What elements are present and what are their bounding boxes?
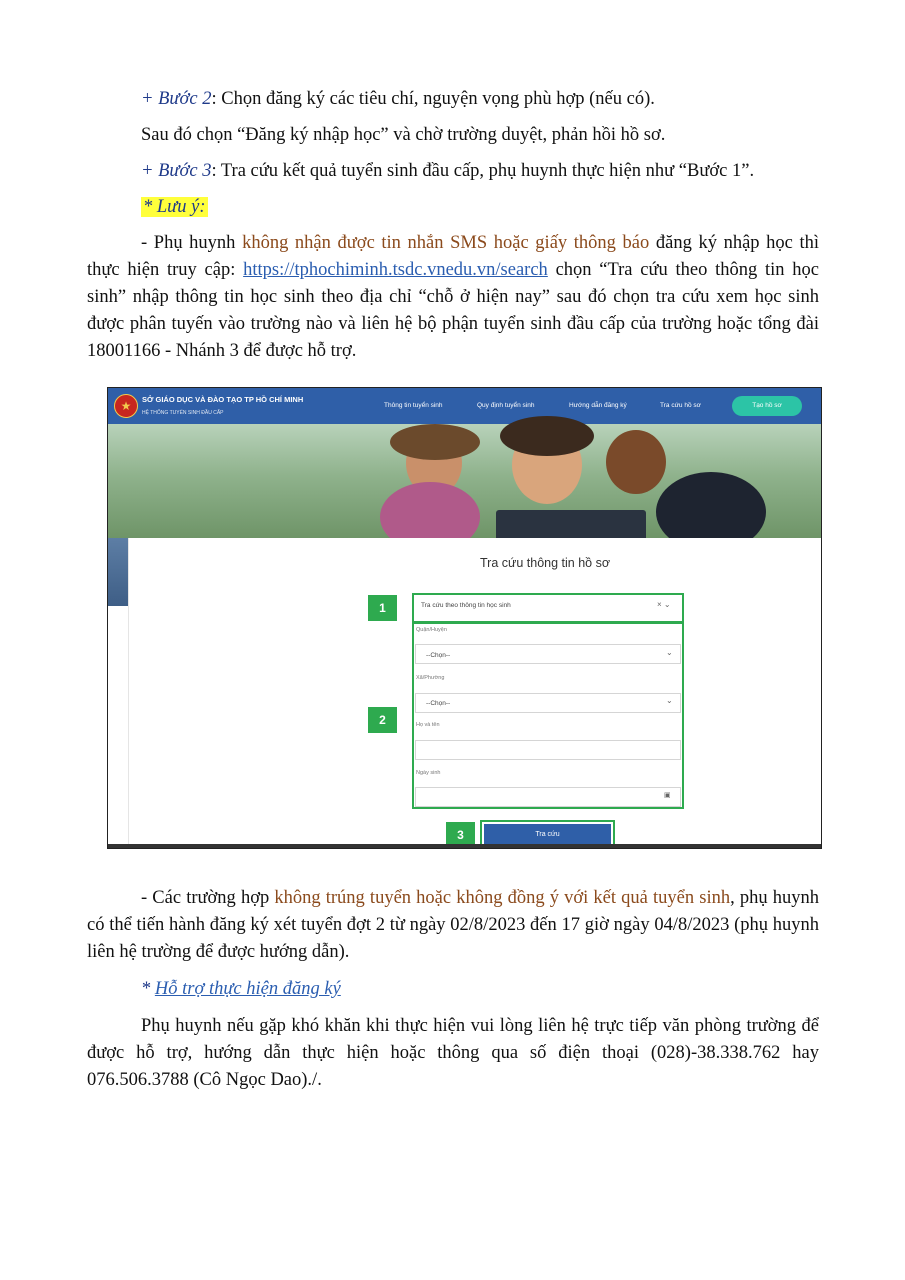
nav-item-lookup[interactable]: Tra cứu hồ sơ [660,402,701,409]
dob-input[interactable] [415,787,681,807]
support-paragraph: Phụ huynh nếu gặp khó khăn khi thực hiện vui lòng liên hệ trực tiếp văn phòng trường để được hỗ trợ, hướng dẫn thực hiện hoặc thông qua số điện thoại (028)-38.338.762 hay 076.506.3788 (Cô Ngọc Dao)./. [87,1016,819,1090]
search-button[interactable]: Tra cứu [484,824,611,846]
note-label: * Lưu ý: [143,197,206,217]
note-heading [87,194,819,221]
p2-text-b: , phụ huynh có thể tiến hành đăng ký xét tuyển đợt 2 từ ngày 02/8/2023 đến 17 giờ ngày 04/8/2023 (phụ huynh liên hệ trường để được hướng dẫn). [87,888,820,962]
search-type-select[interactable]: Tra cứu theo thông tin học sinh [421,602,511,609]
district-value: --Chọn-- [426,652,451,659]
district-select[interactable] [415,644,681,664]
screenshot-bottom-edge [108,844,821,848]
second-round-paragraph [87,885,819,966]
support-heading [87,976,819,1003]
support-star: * [141,979,155,999]
search-url-link[interactable]: https://tphochiminh.tsdc.vnedu.vn/search [243,260,548,280]
emblem-icon: ★ [114,394,138,418]
nav-item-admission-rules[interactable]: Quy định tuyển sinh [477,402,535,409]
note-highlight: không nhận được tin nhắn SMS hoặc giấy thông báo [242,233,650,253]
student-hair [390,424,480,460]
org-subtitle: HỆ THỐNG TUYỂN SINH ĐẦU CẤP [142,410,224,416]
student-figure [606,430,666,494]
step-2-paragraph [87,86,819,113]
hero-side-strip [108,538,128,606]
org-name: SỞ GIÁO DỤC VÀ ĐÀO TẠO TP HỒ CHÍ MINH [142,395,304,404]
website-screenshot [107,387,822,849]
note-text-a: - Phụ huynh [141,233,243,253]
step-marker-1: 1 [368,595,397,621]
step-2-text: : Chọn đăng ký các tiêu chí, nguyện vọng phù hợp (nếu có). [211,89,655,109]
site-navbar [108,388,821,424]
ward-select[interactable] [415,693,681,713]
student-hair [500,416,594,456]
step-marker-3: 3 [446,822,475,848]
create-profile-button[interactable]: Tạo hồ sơ [732,396,802,416]
hero-banner [108,424,821,539]
step-3-text: : Tra cứu kết quả tuyển sinh đầu cấp, phụ huynh thực hiện như “Bước 1”. [211,161,755,181]
p2-highlight: không trúng tuyển hoặc không đồng ý với kết quả tuyển sinh [274,888,731,908]
after-step-paragraph: Sau đó chọn “Đăng ký nhập học” và chờ trường duyệt, phản hồi hồ sơ. [141,125,666,145]
p2-text-a: - Các trường hợp [141,888,275,908]
calendar-icon[interactable]: ▣ [664,792,671,799]
laptop-image [496,510,646,540]
step-3-label: + Bước 3 [141,161,212,181]
chevron-down-icon: ⌄ [666,648,673,657]
nav-item-admission-info[interactable]: Thông tin tuyển sinh [384,402,443,409]
support-link[interactable]: Hỗ trợ thực hiện đăng ký [154,979,341,999]
step-2-label: + Bước 2 [141,89,212,109]
step-3-paragraph [87,158,819,185]
name-input[interactable] [415,740,681,760]
ward-value: --Chọn-- [426,700,451,707]
clear-chevron-icon[interactable]: × ⌄ [657,600,671,609]
name-label: Họ và tên [416,722,440,728]
district-label: Quận/Huyện [416,627,447,633]
ward-label: Xã/Phường [416,675,445,681]
card-title: Tra cứu thông tin hồ sơ [480,556,611,570]
step-marker-2: 2 [368,707,397,733]
note-paragraph [87,230,819,365]
chevron-down-icon: ⌄ [666,696,673,705]
dob-label: Ngày sinh [416,770,441,776]
note-text-b: đăng ký nhập học thì thực hiện truy cập: [87,233,820,280]
note-text-c: chọn “Tra cứu theo thông tin học sinh” nhập thông tin học sinh theo địa chỉ “chỗ ở hiện nay” sau đó chọn tra cứu xem học sinh được phân tuyến vào trường nào và liên hệ bộ phận tuyển sinh đầu cấp của trường hoặc tổng đài 18001166 - Nhánh 3 để được hỗ trợ. [87,260,819,361]
nav-item-registration-guide[interactable]: Hướng dẫn đăng ký [569,402,627,409]
